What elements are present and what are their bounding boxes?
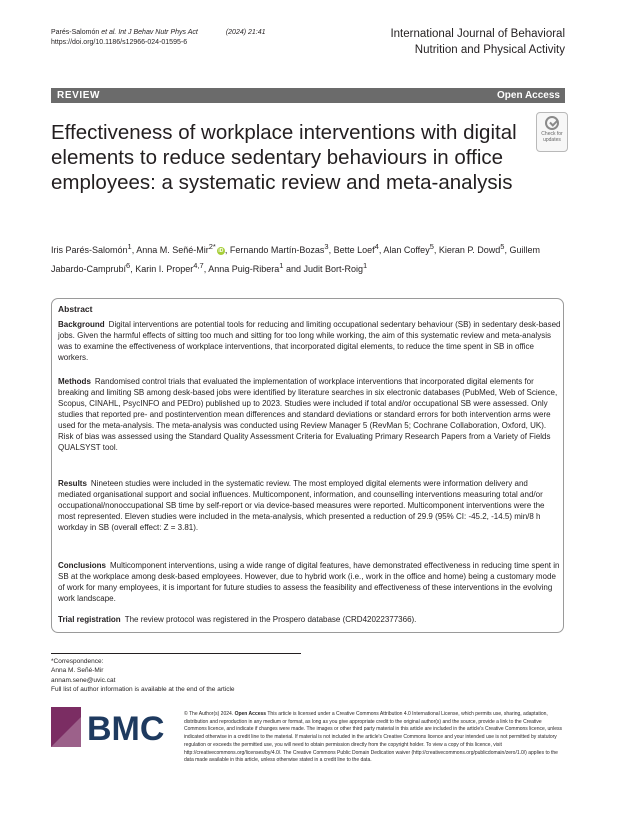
author-affiliation-number: 5: [500, 242, 505, 251]
author-affiliation-number: 4,7: [193, 261, 204, 270]
author-separator: and: [283, 264, 304, 274]
footnote-correspondence: *Correspondence:: [51, 658, 104, 665]
check-for-updates-badge[interactable]: [536, 112, 568, 152]
bmc-logo-text: BMC: [87, 710, 165, 747]
section-text: Randomised control trials that evaluated the implementation of workplace interventions that incorporated digital elements for breaking and limiting SB among desk-based jobs were identified by literature searches in six electronic databases (PubMed, Web of Science, Scopus, CINAHL, PsycINFO and PEDro) published up to 2023. Studies were included if total and/or occupational SB were assessed. Only studies that reported pre- and postintervention mean differences and standard deviations or standard errors for both intervention arms were used for the meta-analysis. The meta-analysis was conducted using Review Manager 5 (RevMan 5; Cochrane Collaboration, Oxford, UK). Risk of bias was assessed using the Standard Quality Assessment Criteria for Evaluating Primary Research Papers from a Variety of Fields QUALSYST tool.: [58, 377, 558, 452]
abstract-conclusions: [58, 560, 561, 604]
author-name[interactable]: Judit Bort-Roig: [303, 264, 363, 274]
author-separator: ,: [378, 245, 384, 255]
author-separator: ,: [131, 245, 137, 255]
license-open-access: Open Access: [234, 711, 267, 717]
author-name[interactable]: Guillem Jabardo-Camprubí: [51, 245, 540, 274]
author-name[interactable]: Alan Coffey: [383, 245, 430, 255]
abstract-trial-registration: [58, 614, 561, 625]
author-name[interactable]: Anna M. Señé-Mir: [136, 245, 209, 255]
author-affiliation-number: 5: [429, 242, 434, 251]
running-header-citation: [51, 28, 266, 48]
correspondence-footnote: [51, 657, 235, 694]
journal-name-line2: Nutrition and Physical Activity: [414, 44, 565, 56]
open-access-label: Open Access: [497, 90, 560, 101]
section-text: The review protocol was registered in the Prospero database (CRD42022377366).: [124, 615, 417, 624]
author-affiliation-number: 1: [127, 242, 132, 251]
abstract-background: [58, 319, 561, 363]
footnote-name: Anna M. Señé-Mir: [51, 667, 104, 675]
author-separator: ,: [504, 245, 510, 255]
author-affiliation-number: 4: [374, 242, 379, 251]
article-type-banner: [51, 88, 565, 103]
citation-year: (2024) 21:41: [225, 29, 266, 36]
check-updates-icon: [545, 116, 559, 130]
author-list: [51, 239, 566, 277]
section-heading: Conclusions: [58, 561, 107, 570]
abstract-methods: [58, 376, 561, 453]
doi-link[interactable]: https://doi.org/10.1186/s12966-024-01595-6: [51, 39, 188, 46]
section-text: Nineteen studies were included in the systematic review. The most employed digital elements were information delivery and mediated organisational support and social influences. Multicomponent, information, and counselling interventions measuring total and/or occupational/nonoccupational SB time by self-report or via device-based measures were reported. Multicomponent interventions were the most represented. Eleven studies were included in the meta-analysis, which presented a reduction of 29.9 (95% CI: -45.2, -14.5) min/8 h workday in SB (overall effect: Z = 3.81).: [58, 479, 545, 532]
section-heading: Background: [58, 320, 105, 329]
footnote-divider: [51, 653, 301, 654]
article-type-label: REVIEW: [57, 90, 101, 101]
journal-name-line1: International Journal of Behavioral: [390, 28, 565, 40]
author-separator: ,: [433, 245, 439, 255]
author-name[interactable]: Karin I. Proper: [135, 264, 194, 274]
author-affiliation-number: 6: [126, 261, 131, 270]
author-separator: ,: [130, 264, 136, 274]
author-affiliation-number: 2*: [208, 242, 216, 251]
author-separator: ,: [203, 264, 209, 274]
author-separator: ,: [224, 245, 230, 255]
license-statement: [184, 711, 564, 765]
journal-name: [325, 26, 565, 58]
section-heading: Trial registration: [58, 615, 121, 624]
citation-journal: et al. Int J Behav Nutr Phys Act: [101, 29, 198, 36]
author-affiliation-number: 1: [279, 261, 284, 270]
license-lead: © The Author(s) 2024.: [184, 711, 235, 717]
section-text: Multicomponent interventions, using a wide range of digital features, have demonstrated effectiveness in reducing time spent in SB at the workplace among desk-based employees. However, due to hybrid work (i.e., work in the office and home) being a customary mode of work for many employees, it is important for future studies to assess the feasibility and effectiveness of these interventions in the evolving work landscape.: [58, 561, 560, 603]
check-updates-line2: updates: [543, 137, 561, 143]
author-name[interactable]: Anna Puig-Ribera: [208, 264, 280, 274]
bmc-logo: [51, 707, 165, 747]
citation-authors: Parés-Salomón: [51, 29, 102, 36]
author-name[interactable]: Fernando Martín-Bozas: [229, 245, 325, 255]
footnote-email[interactable]: annam.sene@uvic.cat: [51, 676, 116, 684]
abstract-heading: Abstract: [58, 304, 93, 314]
orcid-icon[interactable]: iD: [218, 248, 224, 254]
license-text: This article is licensed under a Creative Commons Attribution 4.0 International License, which permits use, sharing, adaptation, distribution and reproduction in any medium or format, as long as you give appropriate credit to the original author(s) and the source, provide a link to the Creative Commons licence, and indicate if changes were made. The images or other third party material in this article are included in the article's Creative Commons licence, unless indicated otherwise in a credit line to the material. If material is not included in the article's Creative Commons licence and your intended use is not permitted by statutory regulation or exceeds the permitted use, you will need to obtain permission directly from the copyright holder. To view a copy of this licence, visit http://creativecommons.org/licenses/by/4.0/. The Creative Commons Public Domain Dedication waiver (http://creativecommons.org/publicdomain/zero/1.0/) applies to the data made available in this article, unless otherwise stated in a credit line to the data.: [184, 711, 562, 764]
author-name[interactable]: Iris Parés-Salomón: [51, 245, 128, 255]
footnote-author-info: Full list of author information is available at the end of the article: [51, 685, 235, 693]
author-affiliation-number: 1: [363, 261, 368, 270]
article-title: Effectiveness of workplace interventions with digital elements to reduce sedentary behaviours in office employees: a systematic review and meta-analysis: [51, 121, 517, 194]
abstract-results: [58, 478, 561, 533]
section-heading: Results: [58, 479, 87, 488]
section-heading: Methods: [58, 377, 91, 386]
section-text: Digital interventions are potential tools for reducing and limiting occupational sedentary behaviour (SB) in sedentary desk-based jobs. Given the harmful effects of sitting too much and sitting for too long while working, the aim of this systematic review and meta-analysis was to examine the effectiveness of workplace interventions, that incorporated digital elements, to reduce the time spent in SB in office workers.: [58, 320, 561, 362]
check-updates-line1: Check for: [541, 131, 563, 137]
author-name[interactable]: Kieran P. Dowd: [438, 245, 501, 255]
author-name[interactable]: Bette Loef: [333, 245, 375, 255]
author-affiliation-number: 3: [324, 242, 329, 251]
author-separator: ,: [328, 245, 334, 255]
